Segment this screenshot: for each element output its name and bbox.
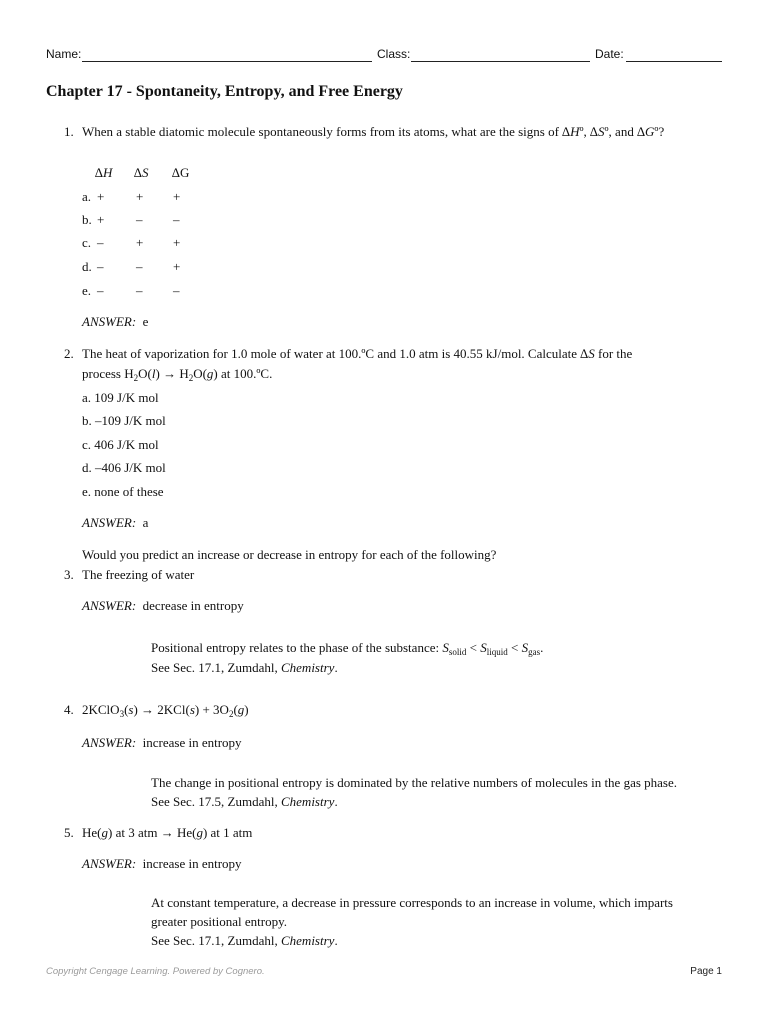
q3-number: 3. xyxy=(64,567,74,582)
q1-row-g: – xyxy=(173,212,180,227)
q2-answer: ANSWER: a xyxy=(82,515,149,530)
name-label: Name: xyxy=(46,47,82,61)
q2-text-line2: process $H_2O(l) \to H_2O(g)$ at 100.ºC. xyxy=(82,366,273,383)
q1-row-h: – xyxy=(97,259,104,274)
q1-col-g: ∆G xyxy=(172,165,190,180)
q1-row-g: – xyxy=(173,283,180,298)
q1-row-s: + xyxy=(136,235,144,250)
q1-row-g: + xyxy=(173,189,181,204)
q4-reference: See Sec. 17.5, Zumdahl, Chemistry. xyxy=(151,794,338,809)
q1-row-h: + xyxy=(97,212,105,227)
q1-row-letter: d. xyxy=(82,259,92,274)
q3-reference: See Sec. 17.1, Zumdahl, Chemistry. xyxy=(151,660,338,675)
q1-row-letter: a. xyxy=(82,189,92,204)
q3-explanation: Positional entropy relates to the phase of the substance: $S_{solid} < S_{liquid} < S_{gas}$. xyxy=(151,640,544,657)
q1-row-s: – xyxy=(136,259,143,274)
class-line[interactable] xyxy=(411,61,590,62)
q1-row-s: – xyxy=(136,283,143,298)
q5-reference: See Sec. 17.1, Zumdahl, Chemistry. xyxy=(151,933,338,948)
q4-text: 2KClO$_3$(s) → $2KCl(s) + 3O_2(g)$ xyxy=(82,702,249,719)
q1-row-g: + xyxy=(173,235,181,250)
q1-row-s: + xyxy=(136,189,144,204)
q1-answer: ANSWER: e xyxy=(82,314,149,329)
q1-row-s: – xyxy=(136,212,143,227)
q1-row-h: + xyxy=(97,189,105,204)
q3-text: The freezing of water xyxy=(82,567,195,582)
q4-number: 4. xyxy=(64,702,74,717)
footer-page-number: Page 1 xyxy=(690,966,722,977)
q5-explanation-line2: greater positional entropy. xyxy=(151,914,287,929)
q1-col-s: ∆S xyxy=(134,165,149,180)
q1-row-letter: e. xyxy=(82,283,92,298)
section-intro: Would you predict an increase or decrease in entropy for each of the following? xyxy=(82,547,497,562)
q1-col-h: ∆H xyxy=(95,165,113,180)
date-line[interactable] xyxy=(626,61,722,62)
q1-row-letter: b. xyxy=(82,212,92,227)
q5-explanation-line1: At constant temperature, a decrease in pressure corresponds to an increase in volume, which imparts xyxy=(151,895,673,910)
q4-answer: ANSWER: increase in entropy xyxy=(82,735,242,750)
q2-text-line1: The heat of vaporization for 1.0 mole of water at 100.ºC and 1.0 atm is 40.55 kJ/mol. Calculate ∆S for the xyxy=(82,346,633,361)
name-line[interactable] xyxy=(82,61,372,62)
q2-number: 2. xyxy=(64,346,74,361)
q1-text: When a stable diatomic molecule spontaneously forms from its atoms, what are the signs of ∆Hº, ∆Sº, and ∆Gº? xyxy=(82,124,665,139)
date-label: Date: xyxy=(595,47,624,61)
q2-option: c. 406 J/K mol xyxy=(82,437,159,452)
footer-copyright: Copyright Cengage Learning. Powered by Cognero. xyxy=(46,966,265,977)
q1-row-h: – xyxy=(97,283,104,298)
q1-row-h: – xyxy=(97,235,104,250)
page-title: Chapter 17 - Spontaneity, Entropy, and Free Energy xyxy=(46,83,403,100)
q2-option: d. –406 J/K mol xyxy=(82,460,166,475)
q1-row-g: + xyxy=(173,259,181,274)
q2-option: a. 109 J/K mol xyxy=(82,390,159,405)
q1-number: 1. xyxy=(64,124,74,139)
q5-text: He(g) at 3 atm → He(g) at 1 atm xyxy=(82,825,253,840)
class-label: Class: xyxy=(377,47,411,61)
q1-row-letter: c. xyxy=(82,235,92,250)
q5-number: 5. xyxy=(64,825,74,840)
q2-option: b. –109 J/K mol xyxy=(82,413,166,428)
q2-option: e. none of these xyxy=(82,484,164,499)
q5-answer: ANSWER: increase in entropy xyxy=(82,856,242,871)
q4-explanation: The change in positional entropy is dominated by the relative numbers of molecules in the gas phase. xyxy=(151,775,677,790)
q3-answer: ANSWER: decrease in entropy xyxy=(82,598,244,613)
